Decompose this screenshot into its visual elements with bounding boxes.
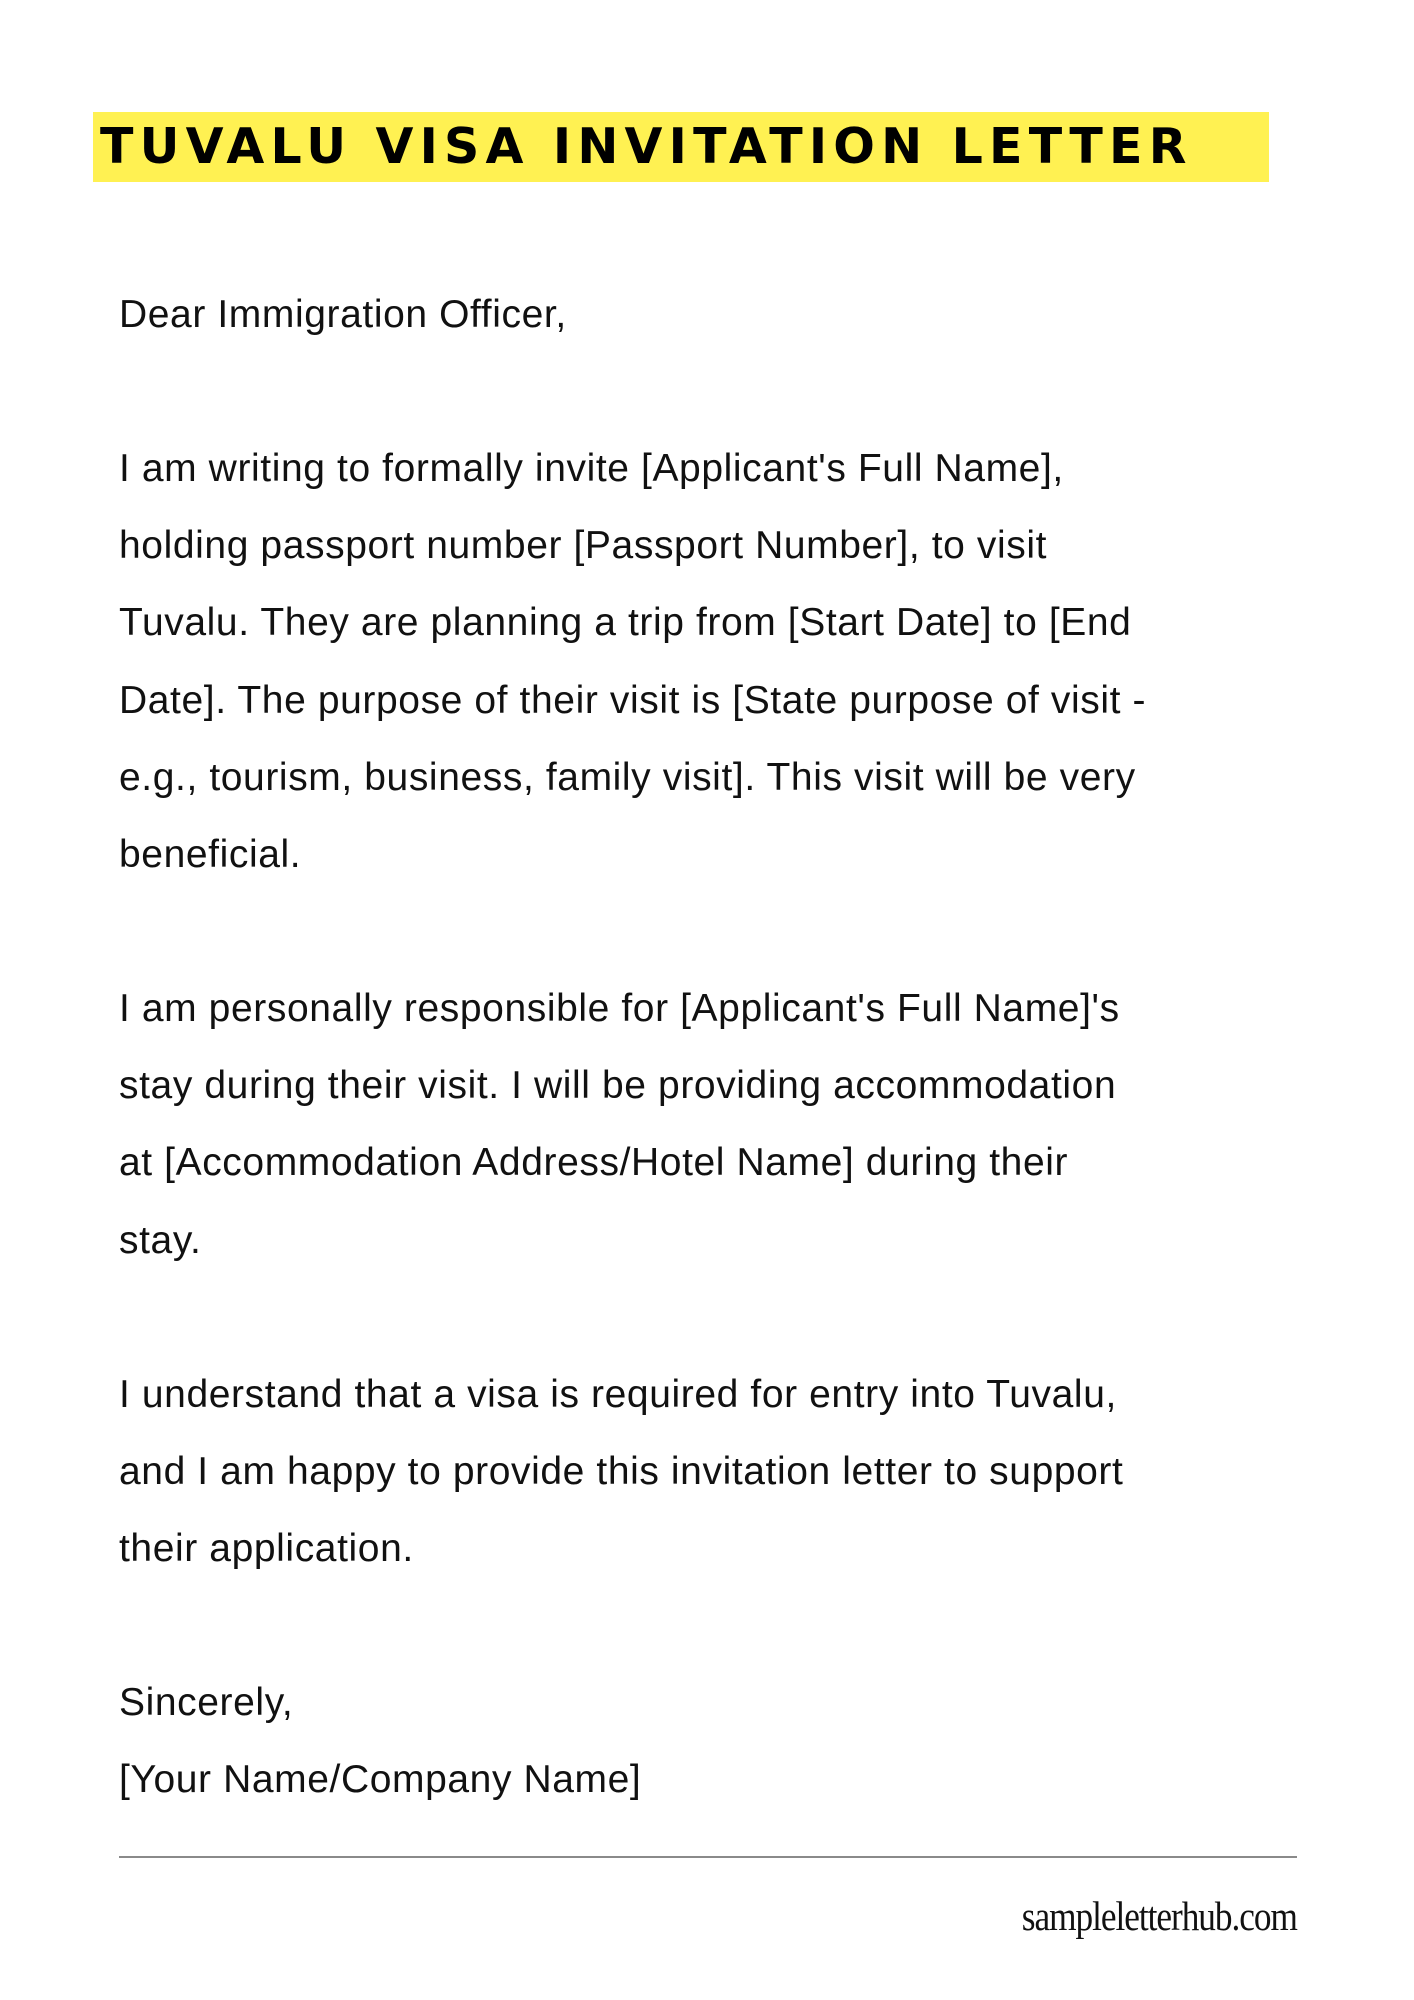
paragraph-line: Date]. The purpose of their visit is [State purpose of visit - (119, 679, 1147, 722)
salutation: Dear Immigration Officer, (119, 293, 567, 336)
paragraph-line: Tuvalu. They are planning a trip from [Start Date] to [End (119, 601, 1132, 644)
paragraph-line: I am writing to formally invite [Applicant's Full Name], (119, 447, 1064, 490)
paragraph-line: stay. (119, 1219, 202, 1262)
paragraph-line: e.g., tourism, business, family visit]. This visit will be very (119, 756, 1136, 799)
closing: Sincerely, (119, 1681, 294, 1724)
paragraph-line: I am personally responsible for [Applicant's Full Name]'s (119, 987, 1120, 1030)
paragraph-line: holding passport number [Passport Number], to visit (119, 524, 1048, 567)
paragraph-line: their application. (119, 1527, 414, 1570)
page-title: TUVALU VISA INVITATION LETTER (100, 118, 1193, 175)
signature: [Your Name/Company Name] (119, 1758, 642, 1801)
paragraph-line: I understand that a visa is required for entry into Tuvalu, (119, 1373, 1117, 1416)
paragraph-line: stay during their visit. I will be providing accommodation (119, 1064, 1117, 1107)
paragraph-line: at [Accommodation Address/Hotel Name] during their (119, 1141, 1069, 1184)
footer-site: sampleletterhub.com (1021, 1893, 1297, 1939)
paragraph-line: beneficial. (119, 833, 302, 876)
footer-divider (119, 1856, 1297, 1858)
paragraph-line: and I am happy to provide this invitation letter to support (119, 1450, 1124, 1493)
